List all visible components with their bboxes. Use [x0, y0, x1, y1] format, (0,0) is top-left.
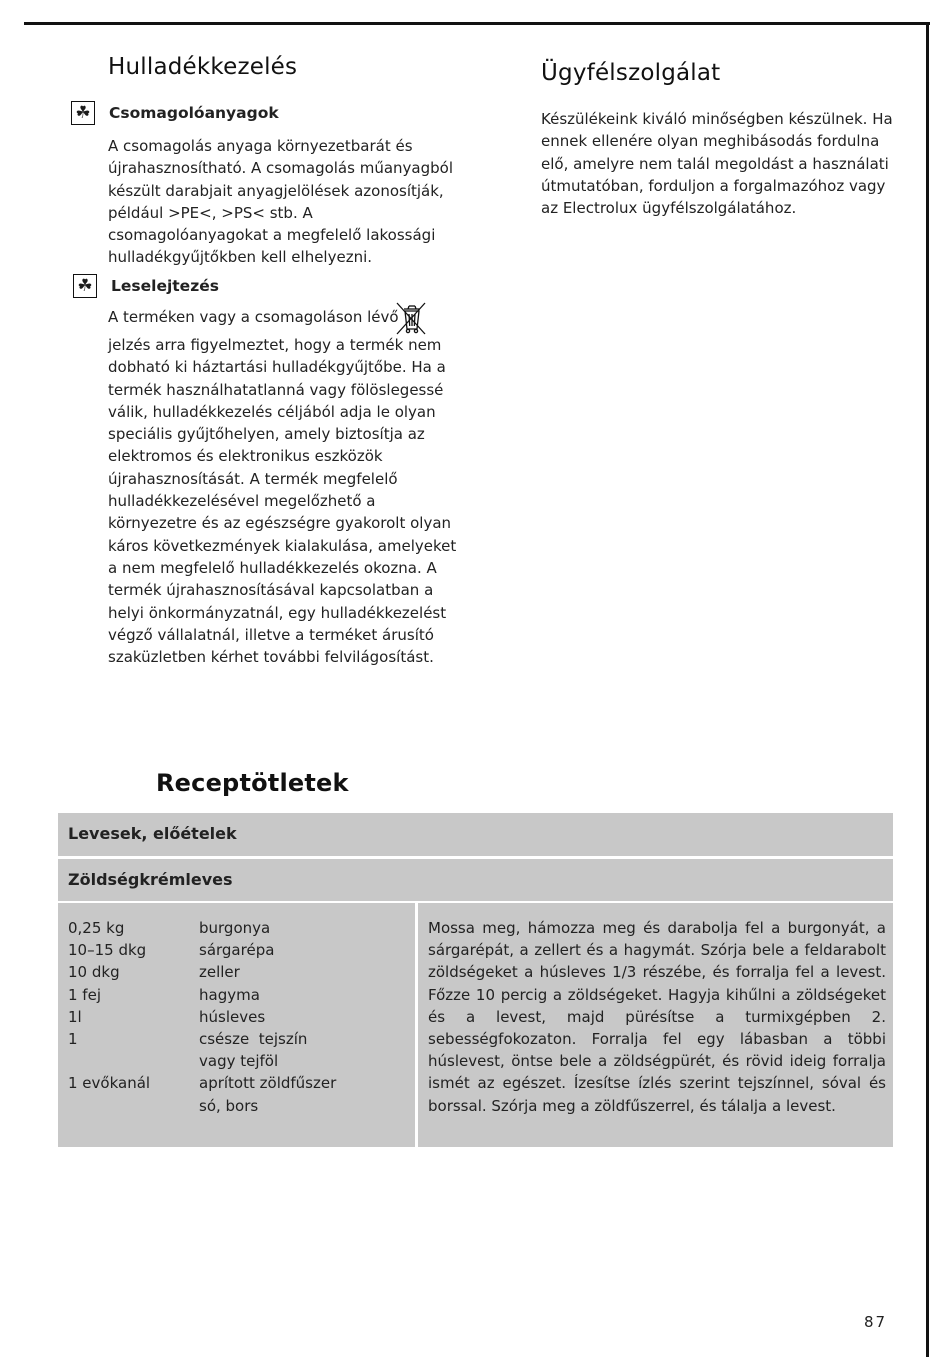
ingredient-qty: 1l: [68, 1007, 82, 1026]
ingredient-item: vagy tejföl: [199, 1052, 279, 1071]
ingredient-qty: 1 evőkanál: [68, 1074, 151, 1093]
service-text: Készülékeink kiváló minőségben készülnek. Ha ennek ellenére olyan meghibásodás fordulna elő, amelyre nem talál megoldást a használati útmutatóban, forduljon a forgalmazóhoz vagy az Electrolux ügyfélszolgálatához.: [541, 110, 893, 218]
right-rule: [926, 22, 929, 1357]
packaging-heading-row: [71, 101, 279, 125]
crossed-out-bin-icon: [394, 300, 428, 336]
ingredient-item: csésze tejszín: [199, 1030, 308, 1049]
ingredient-row: [68, 1072, 336, 1094]
ingredient-row: [68, 1095, 336, 1117]
service-title: Ügyfélszolgálat: [541, 60, 721, 86]
page-number: 87: [864, 1313, 888, 1331]
ingredient-row: [68, 1028, 336, 1050]
recipe-name: Zöldségkrémleves: [68, 870, 233, 889]
ingredient-item: húsleves: [199, 1007, 266, 1026]
top-rule: [24, 22, 930, 25]
disposal-heading-row: [73, 274, 219, 298]
ingredient-item: zeller: [199, 963, 240, 982]
recipe-category-bar: [58, 813, 893, 856]
ingredient-item: aprított zöldfűszer: [199, 1074, 337, 1093]
ingredient-qty: 10–15 dkg: [68, 941, 147, 960]
ingredient-item: burgonya: [199, 919, 271, 937]
ingredient-row: [68, 961, 336, 983]
ingredient-qty: 1 fej: [68, 985, 101, 1004]
recipe-method: Mossa meg, hámozza meg és darabolja fel a burgonyát, a sárgarépát, a zellert és a hagymát. Szórja bele a feldarabolt zöldségeket a húsleves 1/3 részébe, és forralja fel a levest. Főzze 10 percig a zöldségeket. Hagyja kihűlni a zöldségeket és a levest, majd pürésítse a turmixgépben 2. sebességfokozaton. Forralja fel egy lábasban a többi húslevest, öntse bele a zöldségpürét, és rövid ideig forralja ismét az egészet. Ízesítse ízlés szerint tejszínnel, sóval és borssal. Szórja meg a zöldfűszerrel, és tálalja a levest.: [428, 919, 886, 1115]
ingredient-qty: [68, 1050, 199, 1072]
packaging-text: A csomagolás anyaga környezetbarát és újrahasznosítható. A csomagolás műanyagból készült darabjait anyagjelölések azonosítják, például >PE<, >PS< stb. A csomagolóanyagokat a megfelelő lakossági hulladékgyűjtőkben kell elhelyezni.: [108, 137, 453, 267]
ingredient-item: sárgarépa: [199, 941, 275, 960]
ingredient-row: [68, 1050, 336, 1072]
ingredient-qty: 0,25 kg: [68, 919, 125, 937]
packaging-heading: Csomagolóanyagok: [109, 104, 279, 122]
ingredient-row: [68, 984, 336, 1006]
ingredient-qty: 10 dkg: [68, 963, 120, 982]
disposal-heading: Leselejtezés: [111, 277, 219, 295]
environment-clover-icon: ☘: [71, 101, 95, 125]
recipe-category: Levesek, előételek: [68, 824, 237, 843]
disposal-text: jelzés arra figyelmeztet, hogy a termék nem dobható ki háztartási hulladékgyűjtőbe. Ha a termék használhatatlanná vagy fölöslegessé válik, hulladékkezelés céljából adja le olyan speciális gyűjtőhelyen, amely biztosítja az elektromos és elektronikus eszközök újrahasznosítását. A termék megfelelő hulladékkezelésével megelőzhető a környezetre és az egészségre gyakorolt olyan káros következmények kialakulása, amelyeket a nem megfelelő hulladékkezelés okozna. A termék újrahasznosításával kapcsolatban a helyi önkormányzatnál, egy hulladékkezelést végző vállalatnál, illetve a terméket árusító szaküzletben kérhet további felvilágosítást.: [108, 336, 457, 667]
ingredient-row: [68, 939, 336, 961]
waste-title: Hulladékkezelés: [108, 54, 298, 80]
column-divider: [415, 903, 418, 1147]
ingredient-qty: [68, 1095, 199, 1117]
ingredient-row: [68, 917, 336, 939]
recipes-title: Receptötletek: [156, 769, 349, 797]
recipe-name-bar: [58, 859, 893, 901]
environment-clover-icon: ☘: [73, 274, 97, 298]
recipe-body: [58, 903, 893, 1147]
ingredient-item: hagyma: [199, 985, 260, 1004]
ingredient-item: só, bors: [199, 1096, 259, 1115]
disposal-text-first-line: A terméken vagy a csomagoláson lévő: [108, 308, 399, 326]
ingredient-row: [68, 1006, 336, 1028]
ingredient-list: [68, 917, 336, 1117]
ingredient-qty: 1: [68, 1030, 78, 1049]
